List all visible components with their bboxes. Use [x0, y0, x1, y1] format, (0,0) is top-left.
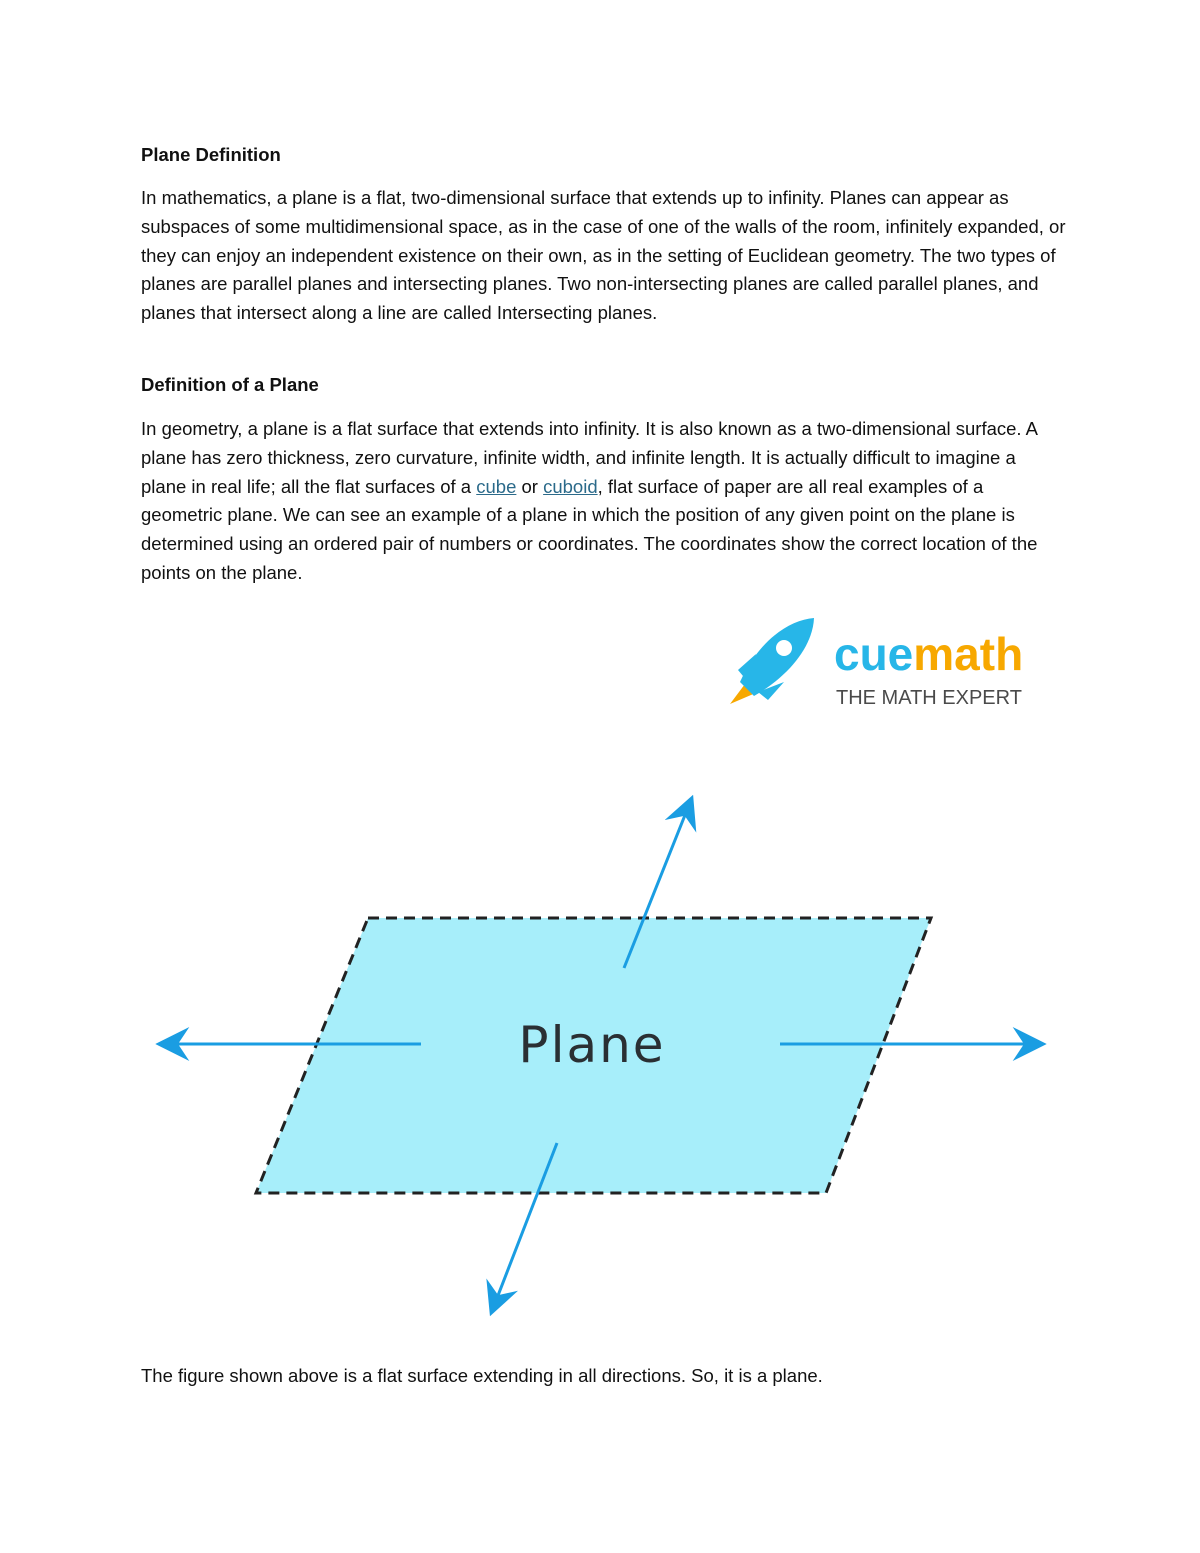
cuboid-link[interactable]: cuboid — [543, 475, 598, 497]
paragraph-text-part1: In geometry, a plane is a flat surface that extends into infinity. It is also known as a two-dimensional surface. A plane has zero thickness, zero curvature, infinite width, and infinite length. It is actually difficult to imagine a plane in real life; all the flat surfaces of a — [141, 418, 1038, 497]
logo-tagline: THE MATH EXPERT — [836, 687, 1022, 709]
cube-link[interactable]: cube — [476, 475, 517, 497]
plane-label: Plane — [518, 1016, 666, 1074]
paragraph-text-or: or — [516, 475, 544, 497]
logo-brand-name — [834, 628, 1023, 680]
logo-brand-suffix: math — [913, 628, 1024, 680]
paragraph-text-part2: , flat surface of paper are all real examples of a geometric plane. We can see an example of a plane in which the position of any given point on the plane is determined using an ordered pair of numbers or coordinates. The coordinates show the correct location of the points on the plane. — [141, 475, 1038, 583]
figure-caption: The figure shown above is a flat surface extending in all directions. So, it is a plane. — [141, 1365, 823, 1386]
section-heading-definition-of-a-plane: Definition of a Plane — [141, 374, 319, 395]
section-heading-plane-definition: Plane Definition — [141, 144, 281, 165]
logo-brand-prefix: cue — [834, 628, 914, 680]
paragraph-definition-of-a-plane — [141, 415, 1066, 588]
rocket-icon — [730, 618, 814, 704]
cuemath-logo — [718, 612, 1058, 722]
paragraph-plane-definition: In mathematics, a plane is a flat, two-dimensional surface that extends up to infinity. Planes can appear as subspaces of some multidimensional space, as in the case of one of the walls of the room, infinitely expanded, or they can enjoy an independent existence on their own, as in the setting of Euclidean geometry. The two types of planes are parallel planes and intersecting planes. Two non-intersecting planes are called parallel planes, and planes that intersect along a line are called Intersecting planes. — [141, 187, 1066, 324]
plane-figure — [140, 780, 1070, 1340]
